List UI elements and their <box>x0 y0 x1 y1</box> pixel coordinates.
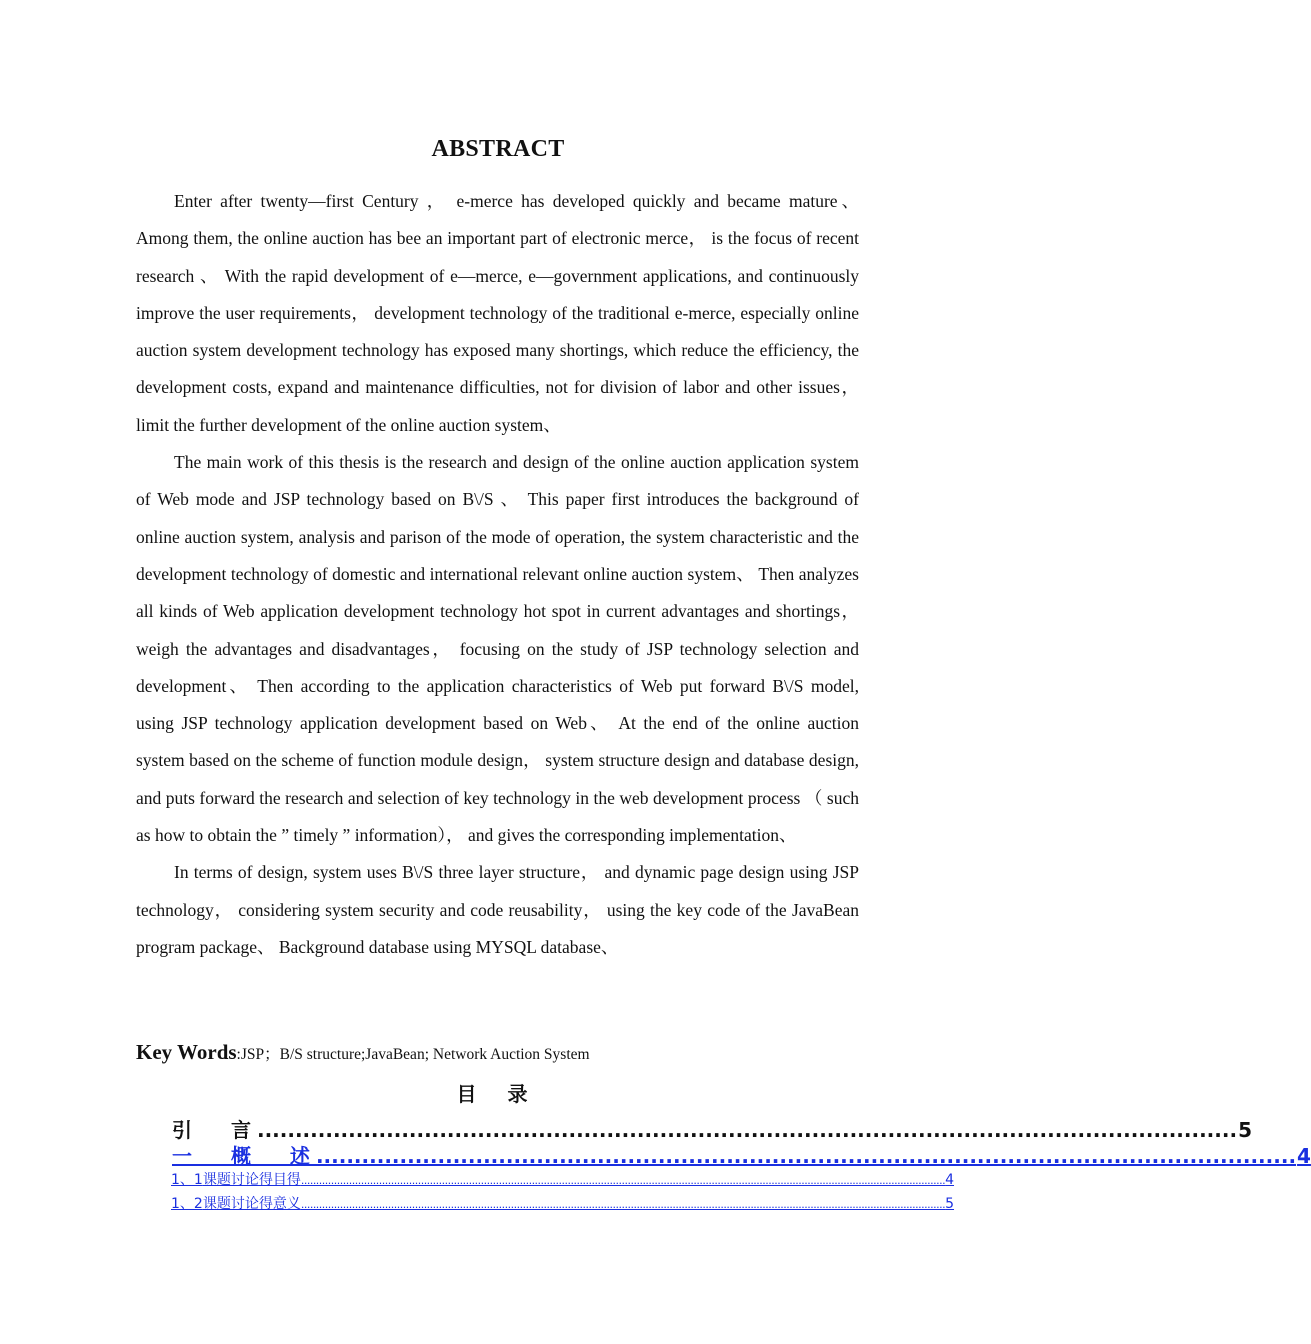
toc-leader-dots: ................................................................................................................................. <box>256 1118 1238 1142</box>
toc-entry-1-1-link[interactable] <box>171 1169 955 1189</box>
abstract-body <box>136 183 859 966</box>
toc-entry-page: 5 <box>945 1196 955 1212</box>
toc-entry-page: 5 <box>1238 1118 1252 1142</box>
toc-entry-number: 1、1 <box>171 1172 203 1188</box>
toc-leader-dots: ....................................................................................................................................................................................................................... <box>300 1174 946 1187</box>
toc-entry-label: 一 概 述 <box>172 1144 326 1168</box>
toc-entry-page: 4 <box>1297 1144 1311 1168</box>
toc-leader-dots: ....................................................................................................................................................................................................................... <box>300 1198 946 1211</box>
toc-entry-introduction[interactable] <box>172 1114 1252 1142</box>
toc-entry-number: 1、2 <box>171 1196 203 1212</box>
keywords-text: :JSP；B/S structure;JavaBean; Network Auction System <box>236 1046 590 1063</box>
toc-leader-dots: ................................................................................................................................. <box>315 1144 1297 1168</box>
keywords-label: Key Words <box>136 1040 237 1064</box>
toc-entry-overview-link[interactable] <box>172 1140 1311 1168</box>
toc-entry-label: 课题讨论得意义 <box>202 1196 301 1212</box>
toc-entry-1-2-link[interactable] <box>171 1193 955 1213</box>
keywords-line <box>136 1040 876 1065</box>
abstract-paragraph-3: In terms of design, system uses B\/S three layer structure， and dynamic page design using JSP technology， considering system security and code reusability， using the key code of the JavaBean program package、 Background database using MYSQL database、 <box>136 862 859 957</box>
toc-entry-label: 课题讨论得目得 <box>202 1172 301 1188</box>
abstract-title: ABSTRACT <box>431 136 565 162</box>
toc-title: 目 录 <box>456 1082 540 1106</box>
toc-entry-label: 引 言 <box>172 1118 267 1142</box>
toc-entry-page: 4 <box>945 1172 955 1188</box>
abstract-paragraph-2: The main work of this thesis is the research and design of the online auction application system of Web mode and JSP technology based on B\/S 、 This paper first introduces the background of online auction system, analysis and parison of the mode of operation, the system characteristic and the development technology of domestic and international relevant online auction system、 Then analyzes all kinds of Web application development technology hot spot in current advantages and shortings， weigh the advantages and disadvantages， focusing on the study of JSP technology selection and development、 Then according to the application characteristics of Web put forward B\/S model, using JSP technology application development based on Web、 At the end of the online auction system based on the scheme of function module design， system structure design and database design, and puts forward the research and selection of key technology in the web development process （ such as how to obtain the ” timely ” information）， and gives the corresponding implementation、 <box>136 452 859 846</box>
abstract-paragraph-1: Enter after twenty—first Century ， e-merce has developed quickly and became mature、 Among them, the online auction has bee an important part of electronic merce， is the focus of recent research 、 With the rapid development of e—merce, e—government applications, and continuously improve the user requirements， development technology of the traditional e-merce, especially online auction system development technology has exposed many shortings, which reduce the efficiency, the development costs, expand and maintenance difficulties, not for division of labor and other issues， limit the further development of the online auction system、 <box>136 191 859 435</box>
